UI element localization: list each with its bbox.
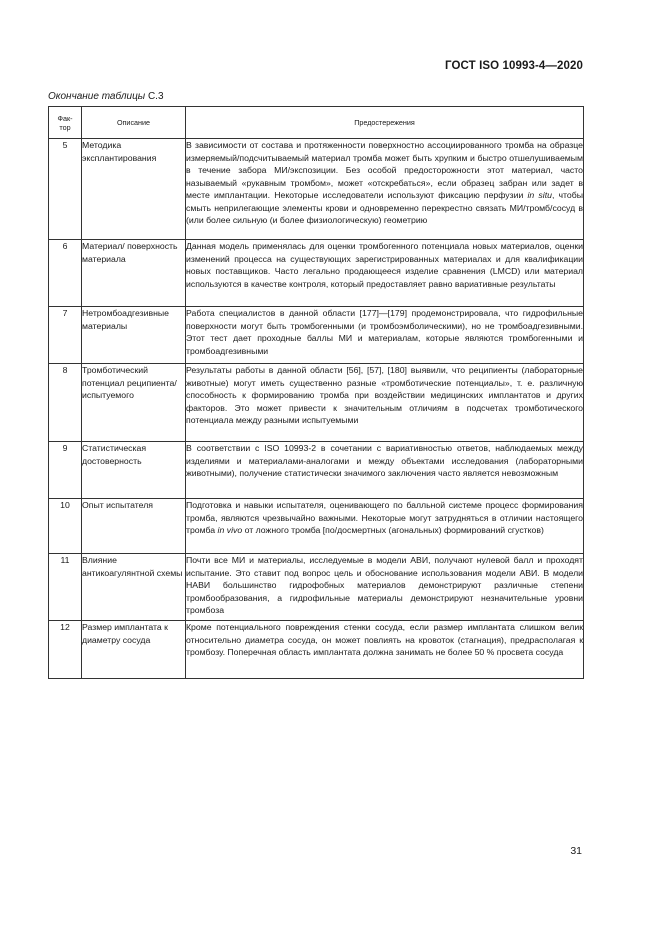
warning-italic: in vivo	[217, 525, 243, 535]
table-row	[49, 621, 584, 679]
warning-text: В зависимости от состава и протяженности поверхностно ассоциированного тромба на образце измеряемый/подсчитываемый материал тромба может быть хрупким и быстро отшелушиваемым в течение забора МИ/экспозиции. Без особой предосторожности этот материал, часто называемый «рукавным тромбом», может «отскребаться», если образец забран или задет в месте имплантации. Некоторые исследователи используют фиксацию перфузии	[186, 140, 583, 200]
caption-label: С.3	[147, 91, 164, 102]
warning-text: Результаты работы в данной области [56], [57], [180] выявили, что реципиенты (лабораторные животные) могут иметь существенно разные «тромботические потенциалы», т. е. различную способность к формированию тромба при воздействии медицинских имплантатов и других факторов. Это может привести к значительным отличиям в подсчетах тромботического потенциала между разными испытуемыми	[186, 365, 583, 425]
factor-number: 9	[49, 442, 82, 499]
table-caption	[48, 91, 164, 102]
factor-number: 12	[49, 621, 82, 679]
factor-warning	[186, 554, 584, 621]
factor-number: 11	[49, 554, 82, 621]
table-row	[49, 554, 584, 621]
factor-warning	[186, 240, 584, 307]
factor-number: 8	[49, 364, 82, 442]
warning-text-after: , чтобы смыть неприлегающие элементы крови и одновременно перекрестно связать МИ/тромб/сосуд в (или более сильную (и более физиологическую) геометрию	[186, 190, 583, 225]
factor-description: Статистическая достоверность	[82, 442, 186, 499]
table-header-row	[49, 107, 584, 139]
warning-text: Подготовка и навыки испытателя, оценивающего по балльной системе процесс формирования тромба, являются чрезвычайно важными. Некоторые могут затрудняться в отличии настоящего тромба	[186, 500, 583, 535]
factor-warning	[186, 364, 584, 442]
warning-text: В соответствии с ISO 10993-2 в сочетании с вариативностью ответов, наблюдаемых между изделиями и материалами-аналогами и между объектами исследования (лабораторными животными), получение статистически значимого заключения часто является невозможным	[186, 443, 583, 478]
factor-warning	[186, 307, 584, 364]
warning-text-after: от ложного тромба [по/досмертных (агональных) формирований сгустков)	[242, 525, 544, 535]
factor-description: Размер имплантата к диаметру сосуда	[82, 621, 186, 679]
column-header-warnings: Предостережения	[186, 107, 584, 139]
table-row	[49, 240, 584, 307]
warning-italic: in situ	[527, 190, 552, 200]
factor-number: 10	[49, 499, 82, 554]
factor-description: Опыт испытателя	[82, 499, 186, 554]
standard-header: ГОСТ ISO 10993-4—2020	[445, 60, 583, 72]
factor-number: 6	[49, 240, 82, 307]
warning-text: Работа специалистов в данной области [177]—[179] продемонстрировала, что гидрофильные поверхности могут быть тромбогенными (и тромбоэмболическими), но не тромбоадгезивными. Этот тест дает проходные баллы МИ и материалам, которые являются тромбогенными и тромбоадгезивными	[186, 308, 583, 356]
table-row	[49, 307, 584, 364]
factor-warning	[186, 442, 584, 499]
table-row	[49, 139, 584, 240]
factor-description: Тромботический потенциал реципиента/испытуемого	[82, 364, 186, 442]
factor-header-line2: тор	[59, 122, 71, 132]
warning-text: Почти все МИ и материалы, исследуемые в модели АВИ, получают нулевой балл и проходят испытание. Это ставит под вопрос цель и обоснование использования модели АВИ. В модели НАВИ большинство гидрофобных материалов демонстрируют различные степени тромбообразования, а гидрофильные материалы демонстрируют незначительные уровни тромбоза	[186, 555, 583, 615]
warning-text: Кроме потенциального повреждения стенки сосуда, если размер имплантата слишком велик относительно диаметра сосуда, он может повлиять на кровоток (стагнация), предрасполагая к тромбозу. Поперечная область имплантата должна занимать не более 50 % просвета сосуда	[186, 622, 583, 657]
caption-italic: Окончание таблицы	[48, 91, 146, 102]
factor-header-line1: Фак-	[57, 113, 73, 123]
factor-description: Влияние антикоагулянтной схемы	[82, 554, 186, 621]
factor-warning	[186, 499, 584, 554]
factor-description: Нетромбоадгезивные материалы	[82, 307, 186, 364]
table-row	[49, 499, 584, 554]
table-row	[49, 364, 584, 442]
warning-text: Данная модель применялась для оценки тромбогенного потенциала новых материалов, оценки изменений процесса на существующих зарегистрированных материалах и для квалификации новых поставщиков. Часто легально продающееся изделие сравнения (LMCD) или материал используются в качестве контроля, который предоставляет равно вариативные результаты	[186, 241, 583, 289]
factor-number: 7	[49, 307, 82, 364]
column-header-description: Описание	[82, 107, 186, 139]
factor-number: 5	[49, 139, 82, 240]
factor-warning	[186, 621, 584, 679]
factor-warning	[186, 139, 584, 240]
column-header-factor	[49, 107, 82, 139]
factor-description: Материал/ поверхность материала	[82, 240, 186, 307]
factors-table	[48, 106, 584, 679]
factor-description: Методика эксплантирования	[82, 139, 186, 240]
table-row	[49, 442, 584, 499]
page-number: 31	[570, 845, 582, 857]
